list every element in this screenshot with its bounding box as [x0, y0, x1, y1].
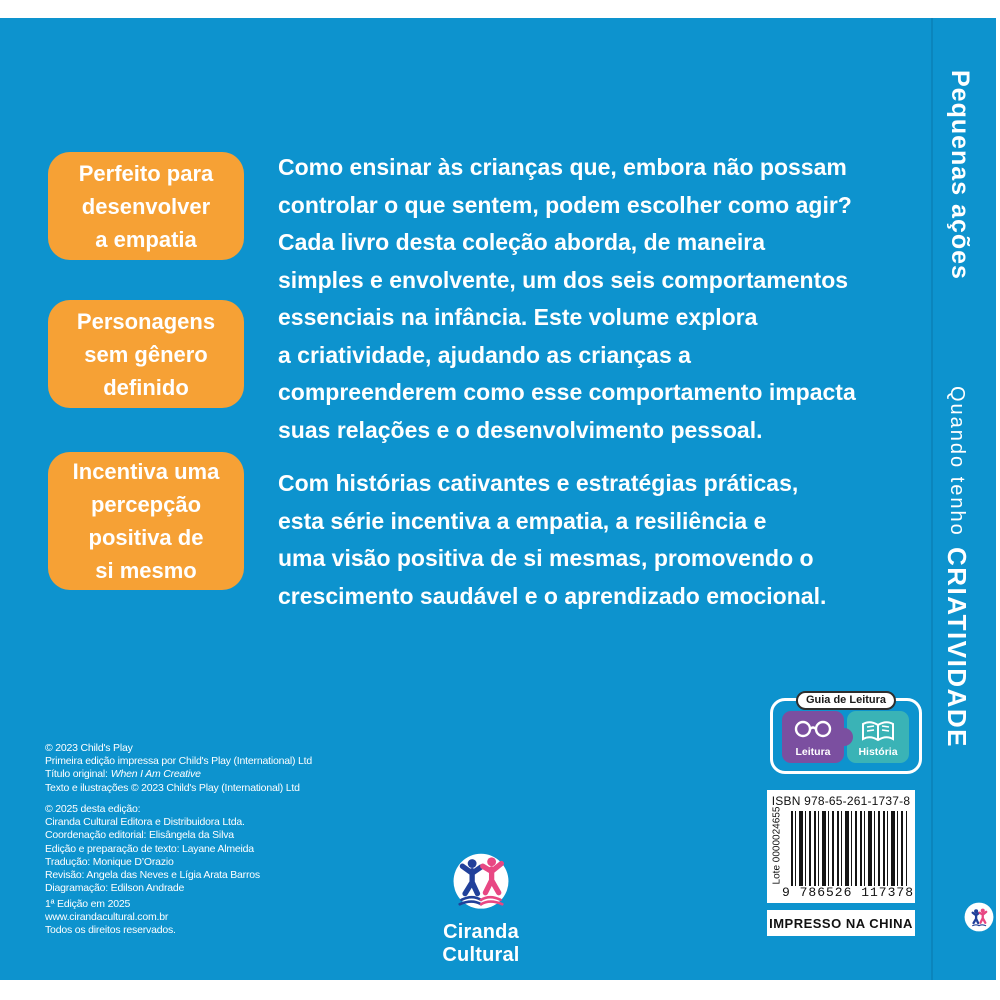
piece-label-historia: História: [858, 746, 898, 758]
badge-line: Incentiva uma: [72, 459, 220, 484]
blurb-line: Cada livro desta coleção aborda, de maneira: [278, 229, 766, 255]
ciranda-cultural-logo-icon: [429, 852, 533, 914]
blurb-line: crescimento saudável e o aprendizado emocional.: [278, 582, 827, 609]
glasses-icon: [793, 720, 833, 738]
reading-guide-title: Guia de Leitura: [796, 691, 896, 710]
blurb-line: esta série incentiva a empatia, a resiliência e: [278, 507, 767, 534]
spine-series-title: Pequenas ações: [946, 70, 974, 280]
piece-label-leitura: Leitura: [795, 746, 831, 758]
credits-line: © 2025 desta edição:: [45, 803, 141, 815]
credits-line: 1ª Edição em 2025: [45, 898, 131, 910]
spine-book-title: [941, 386, 972, 748]
impresso-na-china-label: IMPRESSO NA CHINA: [769, 915, 913, 931]
isbn-text: ISBN 978-65-261-1737-8: [771, 794, 911, 808]
blurb-line: compreenderem como esse comportamento impacta: [278, 379, 856, 405]
spine-title-prefix: Quando tenho: [946, 386, 968, 537]
badge-personagens: [48, 300, 244, 408]
credits-line: Ciranda Cultural Editora e Distribuidora Ltda.: [45, 816, 245, 829]
reading-guide-badge: [770, 694, 922, 774]
blurb-line: simples e envolvente, um dos seis comportamentos: [278, 266, 849, 293]
credits-block-edition: [45, 803, 260, 895]
blurb-line: uma visão positiva de si mesmas, promovendo o: [278, 545, 814, 571]
blurb-line: controlar o que sentem, podem escolher como agir?: [278, 191, 852, 218]
barcode: [791, 811, 907, 886]
spine-fold-line: [931, 18, 933, 980]
credits-line: Diagramação: Edilson Andrade: [45, 882, 185, 895]
badge-percepcao: [48, 452, 244, 590]
reading-guide-pieces: [782, 711, 909, 763]
badge-line: sem gênero: [84, 341, 208, 367]
badge-line: positiva de: [88, 525, 204, 550]
reading-guide-piece-historia: [847, 711, 909, 763]
ciranda-cultural-wordmark: Ciranda Cultural: [442, 921, 520, 966]
open-book-icon: [861, 720, 895, 744]
credits-line: Primeira edição impressa por Child's Play (International) Ltd: [45, 755, 313, 768]
blurb-paragraph-2: [278, 465, 826, 615]
spine-mini-logo-icon: [964, 902, 994, 932]
credits-block-rights: [45, 898, 176, 938]
back-cover: [0, 18, 996, 980]
credits-line: Todos os direitos reservados.: [45, 924, 176, 937]
blurb-line: Como ensinar às crianças que, embora não possam: [278, 154, 847, 180]
blurb-line: Com histórias cativantes e estratégias práticas,: [278, 470, 799, 496]
badge-line: desenvolver: [81, 193, 211, 219]
blurb-paragraph-1: [278, 149, 856, 449]
blurb-line: a criatividade, ajudando as crianças a: [278, 341, 691, 368]
credits-line-title-original: Título original: When I Am Creative: [45, 768, 201, 781]
credits-line: Coordenação editorial: Elisângela da Silva: [45, 829, 234, 842]
badge-line: a empatia: [95, 226, 197, 252]
credits-line: Texto e ilustrações © 2023 Child's Play (International) Ltd: [45, 781, 300, 794]
credits-block-original: [45, 742, 312, 795]
reading-guide-piece-leitura: [782, 711, 844, 763]
badge-line: percepção: [90, 492, 202, 517]
impresso-panel: [767, 910, 915, 936]
barcode-digits: 9 786526 117378: [781, 885, 915, 900]
spine-title-main: CRIATIVIDADE: [942, 547, 972, 749]
credits-line: © 2023 Child's Play: [45, 742, 133, 754]
credits-line: Edição e preparação de texto: Layane Almeida: [45, 842, 254, 855]
badge-line: Perfeito para: [78, 160, 214, 186]
blurb-line: essenciais na infância. Este volume explora: [278, 304, 758, 330]
credits-line: Revisão: Angela das Neves e Lígia Arata Barros: [45, 869, 260, 882]
credits-line: Tradução: Monique D’Orazio: [45, 855, 174, 868]
publisher-url: www.cirandacultural.com.br: [45, 911, 169, 924]
badge-line: si mesmo: [95, 558, 197, 583]
badge-empatia: [48, 152, 244, 260]
barcode-panel: [767, 790, 915, 903]
original-title-italic: When I Am Creative: [110, 768, 201, 781]
publisher-logo: [406, 852, 556, 967]
badge-line: Personagens: [76, 308, 216, 334]
badge-line: definido: [103, 374, 189, 400]
lote-text: Lote 0000024655: [771, 806, 783, 885]
blurb-line: suas relações e o desenvolvimento pessoal.: [278, 416, 763, 443]
